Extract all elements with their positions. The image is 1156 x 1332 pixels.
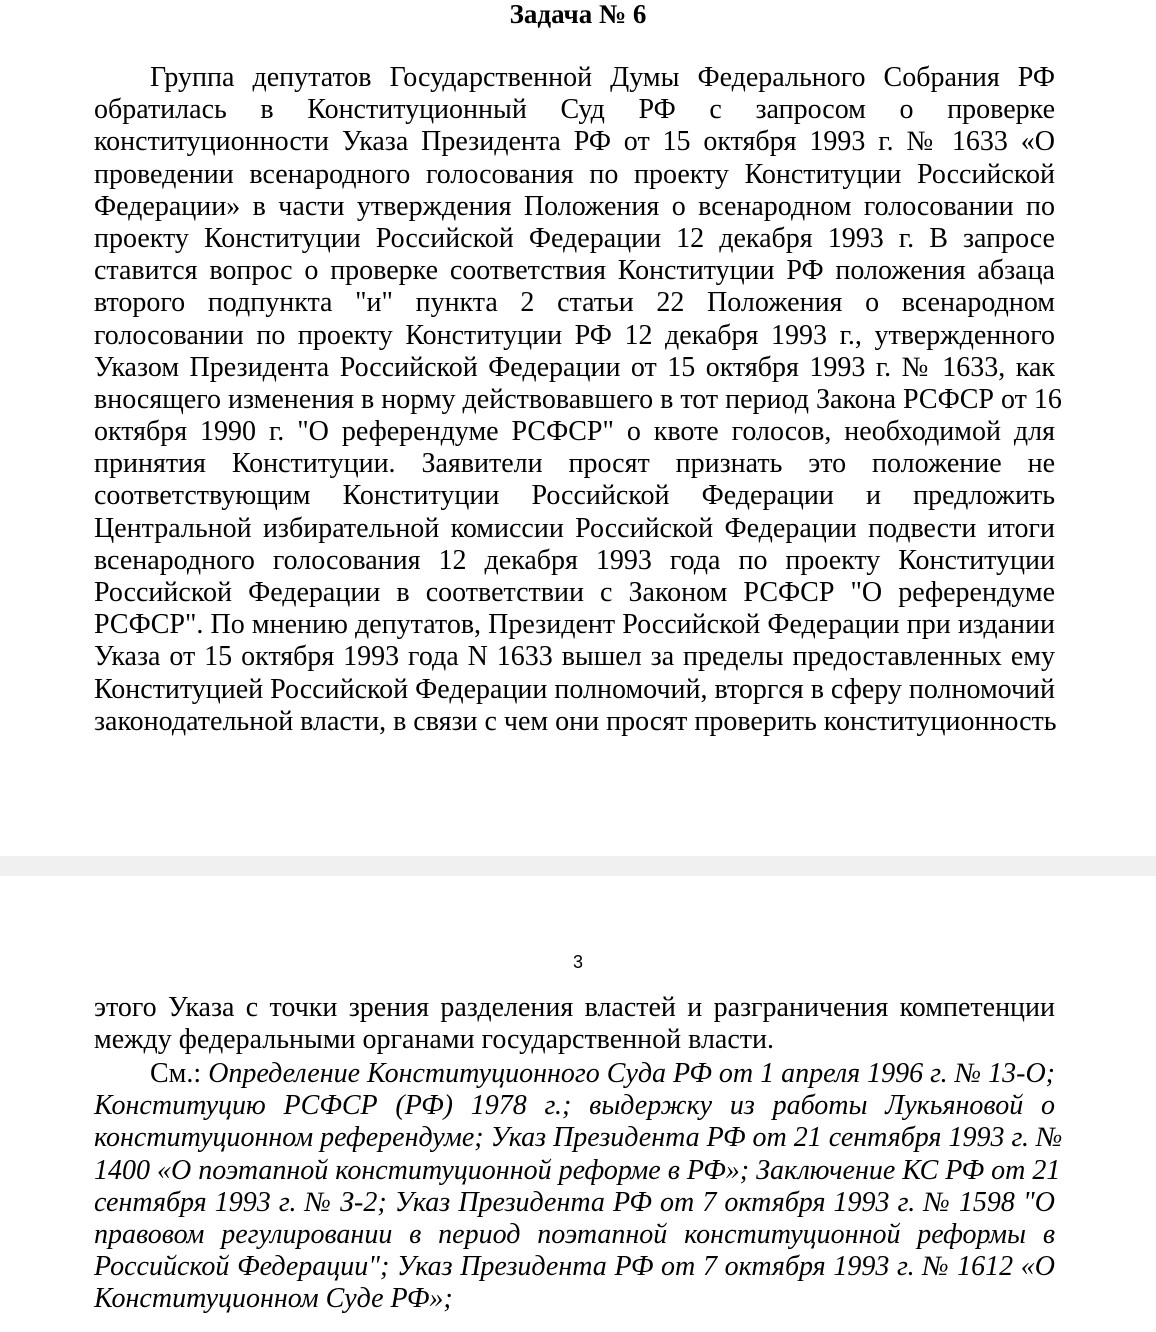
text-line: 1400 «О поэтапной конституционной реформе в РФ»; Заключение КС РФ от 21 bbox=[94, 1154, 1061, 1186]
text-line bbox=[94, 1058, 1055, 1090]
text-line: обратилась в Конституционный Суд РФ с запросом о проверке bbox=[94, 94, 1055, 126]
text-line: второго подпункта "и" пункта 2 статьи 22 Положения о всенародном bbox=[94, 287, 1055, 319]
text-line: вносящего изменения в норму действовавшего в тот период Закона РСФСР от 16 bbox=[94, 383, 1062, 415]
text-line: конституционности Указа Президента РФ от 15 октября 1993 г. № 1633 «О bbox=[94, 126, 1055, 158]
continued-paragraph bbox=[94, 992, 1055, 1056]
text-line: соответствующим Конституции Российской Федерации и предложить bbox=[94, 480, 1055, 512]
text-line: Группа депутатов Государственной Думы Федерального Собрания РФ bbox=[150, 62, 1055, 93]
text-line: конституционном референдуме; Указ Президента РФ от 21 сентября 1993 г. № bbox=[94, 1122, 1063, 1154]
text-line: Конституционном Суде РФ»; bbox=[94, 1283, 453, 1315]
text-line: Конституцию РСФСР (РФ) 1978 г.; выдержку из работы Лукьяновой о bbox=[94, 1090, 1055, 1122]
text-line: Конституцией Российской Федерации полномочий, вторгся в сферу полномочий bbox=[94, 673, 1055, 705]
page-number: 3 bbox=[572, 952, 583, 972]
text-line: всенародного голосования 12 декабря 1993 года по проекту Конституции bbox=[94, 544, 1055, 576]
references-paragraph bbox=[94, 1058, 1063, 1316]
references-lead: См.: bbox=[150, 1058, 209, 1089]
text-line: между федеральными органами государственной власти. bbox=[94, 1024, 775, 1056]
text-line: ставится вопрос о проверке соответствия Конституции РФ положения абзаца bbox=[94, 255, 1055, 287]
text-line: голосовании по проекту Конституции РФ 12 декабря 1993 г., утвержденного bbox=[94, 319, 1055, 351]
page-separator bbox=[0, 856, 1156, 876]
text-line: Российской Федерации"; Указ Президента РФ от 7 октября 1993 г. № 1612 «О bbox=[94, 1251, 1055, 1283]
reference-text: Определение Конституционного Суда РФ от 1 апреля 1996 г. № 13-О; bbox=[208, 1058, 1055, 1089]
text-line: Указом Президента Российской Федерации от 15 октября 1993 г. № 1633, как bbox=[94, 351, 1055, 383]
task-title: Задача № 6 bbox=[509, 0, 647, 29]
text-line: Федерации» в части утверждения Положения о всенародном голосовании по bbox=[94, 190, 1055, 222]
text-line: октября 1990 г. "О референдуме РСФСР" о квоте голосов, необходимой для bbox=[94, 416, 1055, 448]
text-line: проекту Конституции Российской Федерации 12 декабря 1993 г. В запросе bbox=[94, 222, 1055, 254]
task-body-paragraph bbox=[94, 62, 1062, 738]
text-line: Указа от 15 октября 1993 года N 1633 вышел за пределы предоставленных ему bbox=[94, 641, 1055, 673]
text-line: законодательной власти, в связи с чем они просят проверить конституционность bbox=[94, 705, 1057, 737]
text-line: РСФСР". По мнению депутатов, Президент Российской Федерации при издании bbox=[94, 609, 1055, 641]
text-line: этого Указа с точки зрения разделения властей и разграничения компетенции bbox=[94, 992, 1055, 1023]
text-line: Российской Федерации в соответствии с Законом РСФСР "О референдуме bbox=[94, 577, 1055, 608]
text-line: правовом регулировании в период поэтапной конституционной реформы в bbox=[94, 1218, 1055, 1250]
text-line: сентября 1993 г. № З-2; Указ Президента РФ от 7 октября 1993 г. № 1598 "О bbox=[94, 1186, 1055, 1218]
text-line: принятия Конституции. Заявители просят признать это положение не bbox=[94, 448, 1055, 480]
text-line: проведении всенародного голосования по проекту Конституции Российской bbox=[94, 158, 1055, 190]
text-line: Центральной избирательной комиссии Российской Федерации подвести итоги bbox=[94, 512, 1055, 544]
